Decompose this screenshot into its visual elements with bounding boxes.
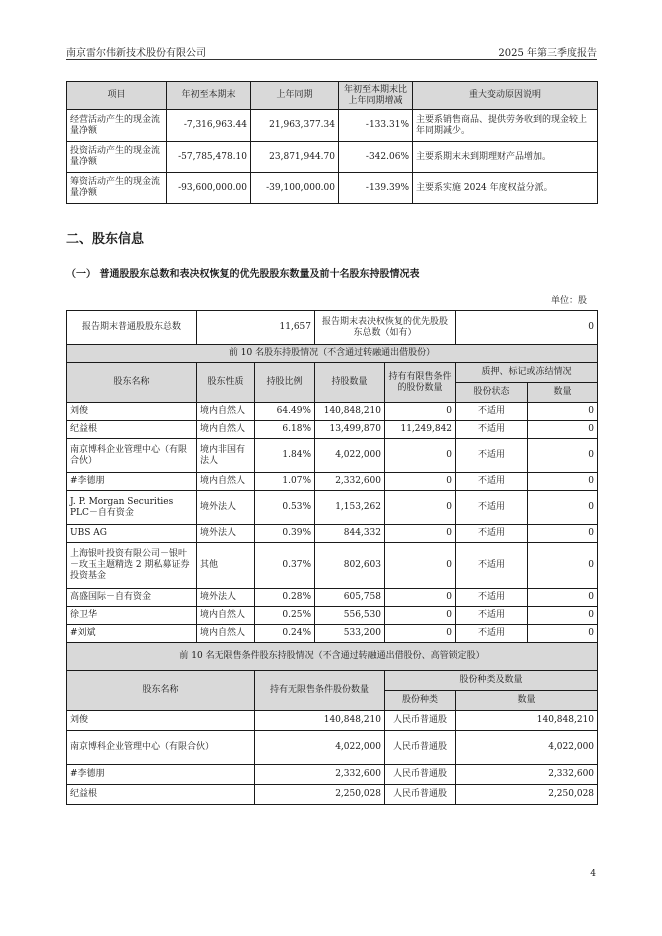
restricted-cell: 0 xyxy=(385,403,456,421)
header-company: 南京雷尔伟新技术股份有限公司 xyxy=(66,48,206,59)
ratio-cell: 1.84% xyxy=(255,439,315,473)
unrestricted-header-row xyxy=(67,671,598,691)
col-u-kind: 股份种类 xyxy=(385,691,456,711)
status-cell: 不适用 xyxy=(456,421,528,439)
summary-row xyxy=(67,311,598,345)
nature-cell: 境内非国有法人 xyxy=(197,439,255,473)
nature-cell: 境外法人 xyxy=(197,589,255,607)
ratio-cell: 6.18% xyxy=(255,421,315,439)
table-row xyxy=(67,525,598,543)
status-cell: 不适用 xyxy=(456,403,528,421)
restricted-cell: 0 xyxy=(385,473,456,491)
qty-cell: 533,200 xyxy=(315,625,385,643)
count-cell: 0 xyxy=(528,439,598,473)
table-row xyxy=(67,711,598,731)
table-row xyxy=(67,421,598,439)
restricted-cell: 0 xyxy=(385,525,456,543)
status-cell: 不适用 xyxy=(456,589,528,607)
status-cell: 不适用 xyxy=(456,543,528,589)
u-count-cell: 2,332,600 xyxy=(456,765,598,785)
top10-title-row xyxy=(67,345,598,363)
prior-cell: 23,871,944.70 xyxy=(251,142,339,173)
restricted-cell: 0 xyxy=(385,439,456,473)
prior-cell: -39,100,000.00 xyxy=(251,173,339,204)
table-row xyxy=(67,785,598,805)
count-cell: 0 xyxy=(528,403,598,421)
ratio-cell: 0.28% xyxy=(255,589,315,607)
u-name-cell: 纪益根 xyxy=(67,785,255,805)
ratio-cell: 64.49% xyxy=(255,403,315,421)
qty-cell: 556,530 xyxy=(315,607,385,625)
name-cell: #刘斌 xyxy=(67,625,197,643)
ratio-cell: 0.24% xyxy=(255,625,315,643)
count-cell: 0 xyxy=(528,421,598,439)
status-cell: 不适用 xyxy=(456,473,528,491)
restricted-cell: 11,249,842 xyxy=(385,421,456,439)
table-row xyxy=(67,403,598,421)
count-cell: 0 xyxy=(528,589,598,607)
table-row xyxy=(67,731,598,765)
col-count: 数量 xyxy=(528,383,598,403)
shareholder-table xyxy=(66,310,598,805)
nature-cell: 境内自然人 xyxy=(197,403,255,421)
restricted-cell: 0 xyxy=(385,491,456,525)
subsection-title: （一） 普通股股东总数和表决权恢复的优先股股东数量及前十名股东持股情况表 xyxy=(66,269,420,280)
table-row xyxy=(67,110,598,142)
restricted-cell: 0 xyxy=(385,543,456,589)
col-u-qty: 持有无限售条件股份数量 xyxy=(255,671,385,711)
nature-cell: 境内自然人 xyxy=(197,421,255,439)
page-number: 4 xyxy=(590,869,596,879)
u-count-cell: 2,250,028 xyxy=(456,785,598,805)
restricted-cell: 0 xyxy=(385,589,456,607)
col-prior: 上年同期 xyxy=(251,82,339,110)
u-kind-cell: 人民币普通股 xyxy=(385,785,456,805)
u-name-cell: 南京博科企业管理中心（有限合伙） xyxy=(67,731,255,765)
col-nature: 股东性质 xyxy=(197,363,255,403)
nature-cell: 境内自然人 xyxy=(197,473,255,491)
preferred-holders-label: 报告期末表决权恢复的优先股股东总数（如有） xyxy=(315,311,456,345)
ratio-cell: 0.53% xyxy=(255,491,315,525)
col-item: 项目 xyxy=(67,82,167,110)
table-row xyxy=(67,473,598,491)
col-change: 年初至本期末比上年同期增减 xyxy=(339,82,413,110)
current-cell: -57,785,478.10 xyxy=(167,142,251,173)
status-cell: 不适用 xyxy=(456,607,528,625)
count-cell: 0 xyxy=(528,491,598,525)
item-cell: 投资活动产生的现金流量净额 xyxy=(67,142,167,173)
table-row xyxy=(67,491,598,525)
preferred-holders-value: 0 xyxy=(456,311,598,345)
current-cell: -7,316,963.44 xyxy=(167,110,251,142)
page-header xyxy=(66,42,597,58)
change-cell: -139.39% xyxy=(339,173,413,204)
ratio-cell: 0.25% xyxy=(255,607,315,625)
col-current: 年初至本期末 xyxy=(167,82,251,110)
col-ratio: 持股比例 xyxy=(255,363,315,403)
count-cell: 0 xyxy=(528,525,598,543)
count-cell: 0 xyxy=(528,473,598,491)
restricted-cell: 0 xyxy=(385,607,456,625)
name-cell: 刘俊 xyxy=(67,403,197,421)
u-name-cell: #李德朋 xyxy=(67,765,255,785)
status-cell: 不适用 xyxy=(456,525,528,543)
total-holders-value: 11,657 xyxy=(197,311,315,345)
nature-cell: 境外法人 xyxy=(197,491,255,525)
count-cell: 0 xyxy=(528,607,598,625)
header-report: 2025 年第三季度报告 xyxy=(498,48,597,59)
col-status: 股份状态 xyxy=(456,383,528,403)
section-title: 二、股东信息 xyxy=(66,232,145,247)
col-u-name: 股东名称 xyxy=(67,671,255,711)
name-cell: 徐卫华 xyxy=(67,607,197,625)
col-reason: 重大变动原因说明 xyxy=(413,82,598,110)
name-cell: UBS AG xyxy=(67,525,197,543)
count-cell: 0 xyxy=(528,625,598,643)
u-name-cell: 刘俊 xyxy=(67,711,255,731)
qty-cell: 4,022,000 xyxy=(315,439,385,473)
status-cell: 不适用 xyxy=(456,625,528,643)
count-cell: 0 xyxy=(528,543,598,589)
cashflow-header-row xyxy=(67,82,598,110)
u-qty-cell: 4,022,000 xyxy=(255,731,385,765)
prior-cell: 21,963,377.34 xyxy=(251,110,339,142)
u-qty-cell: 2,332,600 xyxy=(255,765,385,785)
top10-header-row xyxy=(67,363,598,383)
reason-cell: 主要系实施 2024 年度权益分派。 xyxy=(413,173,598,204)
qty-cell: 140,848,210 xyxy=(315,403,385,421)
qty-cell: 605,758 xyxy=(315,589,385,607)
restricted-cell: 0 xyxy=(385,625,456,643)
name-cell: #李德朋 xyxy=(67,473,197,491)
reason-cell: 主要系期末未到期理财产品增加。 xyxy=(413,142,598,173)
table-row xyxy=(67,173,598,204)
col-u-count: 数量 xyxy=(456,691,598,711)
qty-cell: 2,332,600 xyxy=(315,473,385,491)
nature-cell: 境外法人 xyxy=(197,525,255,543)
unit-label: 单位：股 xyxy=(550,296,587,306)
item-cell: 筹资活动产生的现金流量净额 xyxy=(67,173,167,204)
u-qty-cell: 2,250,028 xyxy=(255,785,385,805)
table-row xyxy=(67,589,598,607)
qty-cell: 844,332 xyxy=(315,525,385,543)
table-row xyxy=(67,439,598,473)
change-cell: -342.06% xyxy=(339,142,413,173)
col-pledge: 质押、标记或冻结情况 xyxy=(456,363,598,383)
table-row xyxy=(67,625,598,643)
item-cell: 经营活动产生的现金流量净额 xyxy=(67,110,167,142)
nature-cell: 境内自然人 xyxy=(197,625,255,643)
name-cell: J. P. Morgan Securities PLC－自有资金 xyxy=(67,491,197,525)
table-row xyxy=(67,543,598,589)
table-row xyxy=(67,607,598,625)
col-qty: 持股数量 xyxy=(315,363,385,403)
u-kind-cell: 人民币普通股 xyxy=(385,765,456,785)
unrestricted-title-row xyxy=(67,643,598,671)
top10-title: 前 10 名股东持股情况（不含通过转融通出借股份） xyxy=(67,345,598,363)
col-restricted: 持有有限售条件的股份数量 xyxy=(385,363,456,403)
total-holders-label: 报告期末普通股股东总数 xyxy=(67,311,197,345)
col-name: 股东名称 xyxy=(67,363,197,403)
unrestricted-title: 前 10 名无限售条件股东持股情况（不含通过转融通出借股份、高管锁定股） xyxy=(67,643,598,671)
current-cell: -93,600,000.00 xyxy=(167,173,251,204)
qty-cell: 13,499,870 xyxy=(315,421,385,439)
nature-cell: 其他 xyxy=(197,543,255,589)
u-qty-cell: 140,848,210 xyxy=(255,711,385,731)
u-kind-cell: 人民币普通股 xyxy=(385,711,456,731)
nature-cell: 境内自然人 xyxy=(197,607,255,625)
name-cell: 高盛国际－自有资金 xyxy=(67,589,197,607)
header-rule xyxy=(66,59,597,60)
table-row xyxy=(67,142,598,173)
ratio-cell: 0.39% xyxy=(255,525,315,543)
status-cell: 不适用 xyxy=(456,491,528,525)
ratio-cell: 1.07% xyxy=(255,473,315,491)
qty-cell: 802,603 xyxy=(315,543,385,589)
name-cell: 上海银叶投资有限公司－银叶－玫玉主题精选 2 期私募证券投资基金 xyxy=(67,543,197,589)
col-u-kind-group: 股份种类及数量 xyxy=(385,671,598,691)
cashflow-table xyxy=(66,81,598,204)
u-count-cell: 4,022,000 xyxy=(456,731,598,765)
name-cell: 纪益根 xyxy=(67,421,197,439)
status-cell: 不适用 xyxy=(456,439,528,473)
name-cell: 南京博科企业管理中心（有限合伙） xyxy=(67,439,197,473)
table-row xyxy=(67,765,598,785)
change-cell: -133.31% xyxy=(339,110,413,142)
qty-cell: 1,153,262 xyxy=(315,491,385,525)
ratio-cell: 0.37% xyxy=(255,543,315,589)
u-count-cell: 140,848,210 xyxy=(456,711,598,731)
u-kind-cell: 人民币普通股 xyxy=(385,731,456,765)
reason-cell: 主要系销售商品、提供劳务收到的现金较上年同期减少。 xyxy=(413,110,598,142)
